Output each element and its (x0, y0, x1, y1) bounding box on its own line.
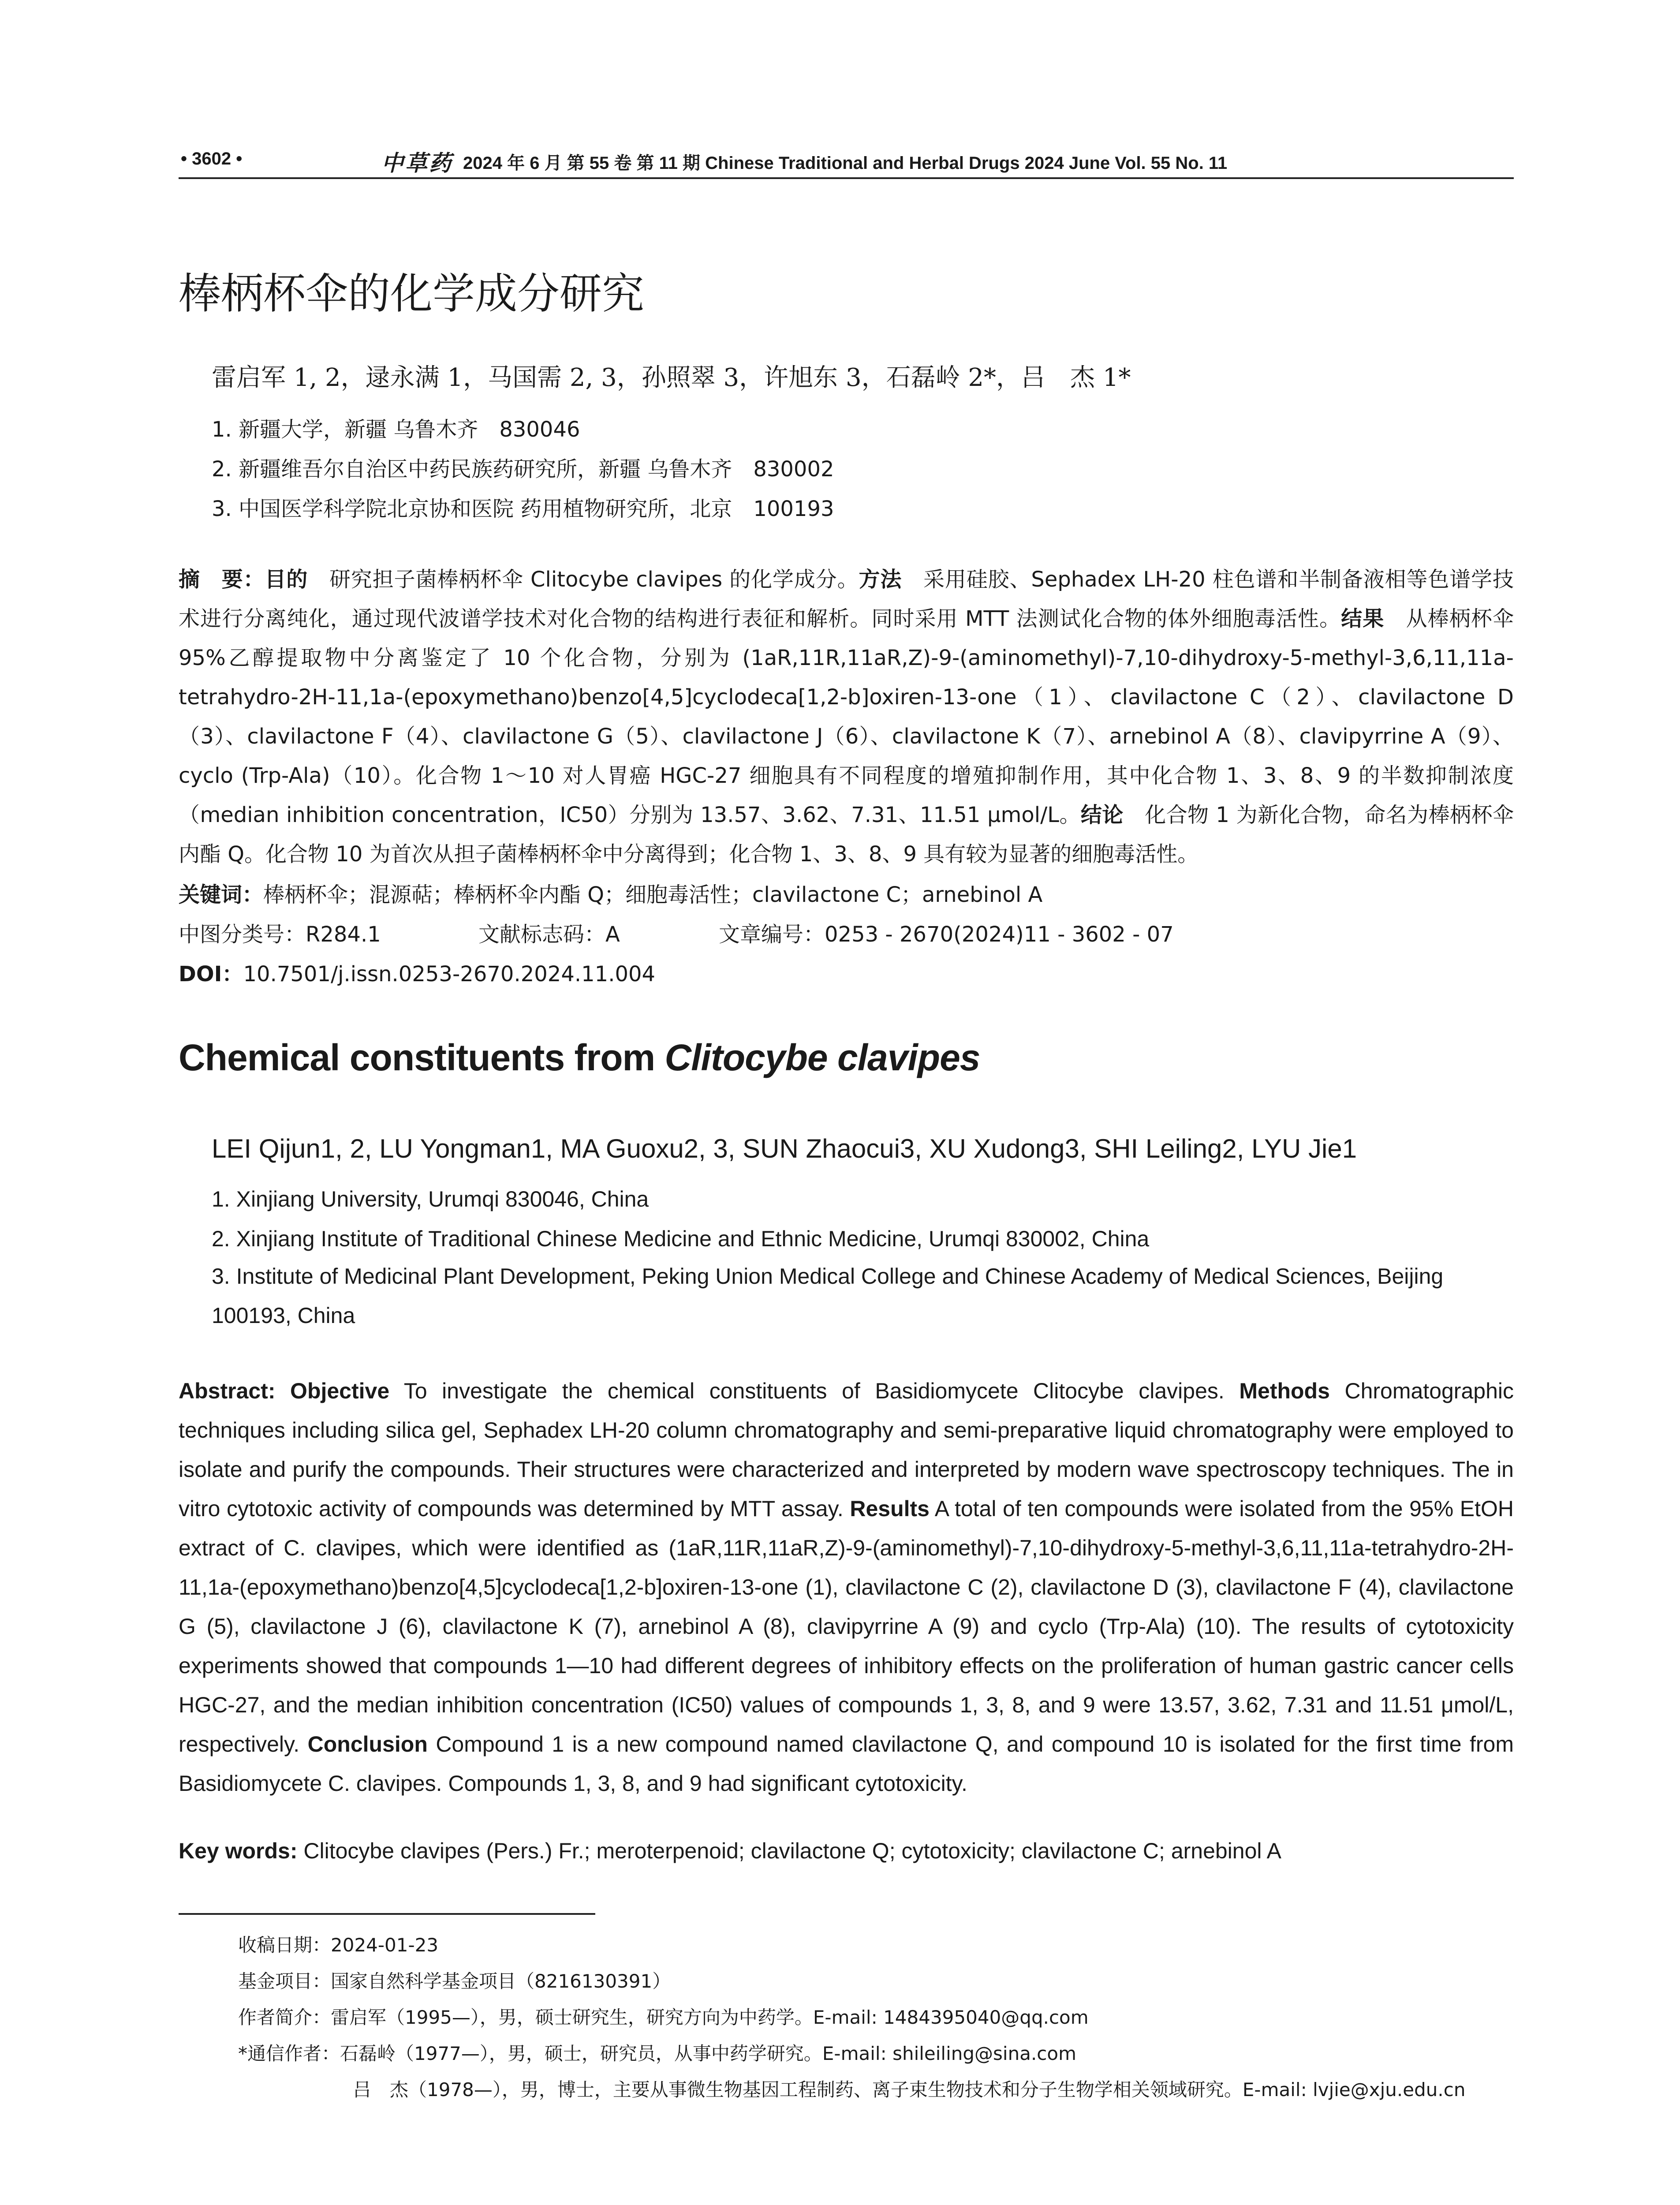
footnote-received-date: 收稿日期：2024-01-23 (238, 1934, 439, 1956)
keywords-cn-label: 关键词： (179, 882, 264, 907)
doc-code-label: 文献标志码： (478, 922, 606, 947)
abstract-cn-conclusion: 化合物 1 为新化合物，命名为棒柄杯伞内酯 Q。化合物 10 为首次从担子菌棒柄杯伞中分离得到；化合物 1、3、8、9 具有较为显著的细胞毒活性。 (179, 803, 1514, 867)
affiliation-cn-1: 1. 新疆大学，新疆 乌鲁木齐 830046 (212, 417, 580, 442)
abstract-en-conclusion: Compound 1 is a new compound named clavilactone Q, and compound 10 is isolated for the first time from Basidiomycete C. clavipes. Compounds 1, 3, 8, and 9 had significant cytotoxicity. (179, 1732, 1514, 1796)
affiliation-en-1: 1. Xinjiang University, Urumqi 830046, China (212, 1187, 649, 1211)
article-title-en (179, 1036, 980, 1079)
abstract-en-methods-label: Methods (1239, 1379, 1330, 1403)
footnote-corresponding-author-2: 吕 杰（1978—），男，博士，主要从事微生物基因工程制药、离子束生物技术和分子生物学相关领域研究。E-mail: lvjie@xju.edu.cn (353, 2079, 1466, 2100)
abstract-en-methods: Chromatographic techniques including silica gel, Sephadex LH-20 column chromatography and semi-preparative liquid chromatography were employed to isolate and purify the compounds. Their structures were characterized and interpreted by modern wave spectroscopy techniques. The in vitro cytotoxic activity of compounds was determined by MTT assay. (179, 1379, 1514, 1521)
document-code (478, 917, 620, 948)
journal-name-cn: 中草药 (381, 150, 453, 176)
abstract-cn-conclusion-label: 结论 (1080, 803, 1124, 827)
running-header (181, 146, 1512, 176)
authors-cn: 雷启军 1, 2，逯永满 1，马国需 2, 3，孙照翠 3，许旭东 3，石磊岭 2*，吕 杰 1* (212, 363, 1131, 392)
abstract-cn-objective: 研究担子菌棒柄杯伞 Clitocybe clavipes 的化学成分。 (308, 567, 859, 592)
abstract-cn-objective-label: 目的 (265, 567, 308, 592)
journal-issue-info: 2024 年 6 月 第 55 卷 第 11 期 Chinese Traditional and Herbal Drugs 2024 June Vol. 55 No. 11 (463, 153, 1228, 173)
keywords-en (179, 1838, 1281, 1864)
classification-row (179, 917, 381, 948)
doi-link[interactable]: 10.7501/j.issn.0253-2670.2024.11.004 (243, 962, 656, 987)
doi-label: DOI： (179, 962, 243, 987)
abstract-cn-results-label: 结果 (1341, 606, 1385, 631)
abstract-cn-methods: 采用硅胶、Sephadex LH-20 柱色谱和半制备液相等色谱学技术进行分离纯化，通过现代波谱学技术对化合物的结构进行表征和解析。同时采用 MTT 法测试化合物的体外细胞毒活性。 (179, 567, 1514, 631)
article-no-label: 文章编号： (719, 922, 825, 947)
abstract-cn (179, 560, 1514, 874)
abstract-en (179, 1372, 1514, 1803)
header-divider (179, 177, 1514, 179)
authors-en: LEI Qijun1, 2, LU Yongman1, MA Guoxu2, 3, SUN Zhaocui3, XU Xudong3, SHI Leiling2, LYU Jie1 (212, 1134, 1357, 1163)
abstract-en-conclusion-label: Conclusion (307, 1732, 428, 1757)
footnote-divider (179, 1913, 595, 1915)
abstract-en-results: A total of ten compounds were isolated from the 95% EtOH extract of C. clavipes, which were identified as (1aR,11R,11aR,Z)-9-(aminomethyl)-7,10-dihydroxy-5-methyl-3,6,11,11a-tetrahydro-2H-11,1a-(epoxymethano)benzo[4,5]cyclodeca[1,2-b]oxiren-13-one (1), clavilactone C (2), clavilactone D (3), clavilactone F (4), clavilactone G (5), clavilactone J (6), clavilactone K (7), arnebinol A (8), clavipyrrine A (9) and cyclo (Trp-Ala) (10). The results of cytotoxicity experiments showed that compounds 1—10 had different degrees of inhibitory effects on the proliferation of human gastric cancer cells HGC-27, and the median inhibition concentration (IC50) values of compounds 1, 3, 8, and 9 were 13.57, 3.62, 7.31 and 11.51 μmol/L, respectively. (179, 1496, 1514, 1757)
article-title-en-species: Clitocybe clavipes (665, 1037, 980, 1078)
keywords-cn (179, 878, 1042, 908)
abstract-cn-results: 从棒柄杯伞 95%乙醇提取物中分离鉴定了 10 个化合物，分别为 (1aR,11R,11aR,Z)-9-(aminomethyl)-7,10-dihydroxy-5-methyl-3,6,11,11a-tetrahydro-2H-11,1a-(epoxymethano)benzo[4,5]cyclodeca[1,2-b]oxiren-13-one（1）、clavilactone C（2）、clavilactone D（3）、clavilactone F（4）、clavilactone G（5）、clavilactone J（6）、clavilactone K（7）、arnebinol A（8）、clavipyrrine A（9）、cyclo (Trp-Ala)（10）。化合物 1～10 对人胃癌 HGC-27 细胞具有不同程度的增殖抑制作用，其中化合物 1、3、8、9 的半数抑制浓度（median inhibition concentration，IC50）分别为 13.57、3.62、7.31、11.51 μmol/L。 (179, 606, 1514, 827)
footnote-corresponding-author: *通信作者：石磊岭（1977—），男，硕士，研究员，从事中药学研究。E-mail: shileiling@sina.com (238, 2043, 1076, 2064)
article-title-cn: 棒柄杯伞的化学成分研究 (179, 269, 644, 318)
doi-row (179, 957, 655, 987)
abstract-cn-methods-label: 方法 (859, 567, 902, 592)
article-no-value: 0253 - 2670(2024)11 - 3602 - 07 (825, 922, 1174, 947)
affiliation-en-2: 2. Xinjiang Institute of Traditional Chinese Medicine and Ethnic Medicine, Urumqi 830002, China (212, 1226, 1150, 1251)
abstract-en-label: Abstract: (179, 1379, 291, 1403)
article-title-en-main: Chemical constituents from (179, 1037, 665, 1078)
footnote-funding: 基金项目：国家自然科学基金项目（8216130391） (238, 1970, 671, 1992)
page-number: • 3602 • (181, 149, 243, 168)
clc-value: R284.1 (306, 922, 381, 947)
affiliation-en-3: 3. Institute of Medicinal Plant Development, Peking Union Medical College and Chinese Academy of Medical Sciences, Beijing 100193, China (212, 1264, 1444, 1328)
keywords-en-label: Key words: (179, 1839, 304, 1863)
article-number (719, 917, 1174, 948)
affiliation-cn-3: 3. 中国医学科学院北京协和医院 药用植物研究所，北京 100193 (212, 497, 834, 521)
clc-label: 中图分类号： (179, 922, 306, 947)
abstract-en-results-label: Results (850, 1496, 930, 1521)
abstract-en-objective-label: Objective (290, 1379, 390, 1403)
keywords-en-text: Clitocybe clavipes (Pers.) Fr.; meroterpenoid; clavilactone Q; cytotoxicity; clavilactone C; arnebinol A (303, 1839, 1282, 1863)
abstract-en-objective: To investigate the chemical constituents of Basidiomycete Clitocybe clavipes. (389, 1379, 1239, 1403)
abstract-cn-label: 摘 要： (179, 567, 265, 592)
doc-code-value: A (605, 922, 620, 947)
affiliation-cn-2: 2. 新疆维吾尔自治区中药民族药研究所，新疆 乌鲁木齐 830002 (212, 457, 834, 482)
keywords-cn-text: 棒柄杯伞；混源萜；棒柄杯伞内酯 Q；细胞毒活性；clavilactone C；arnebinol A (263, 882, 1043, 907)
footnote-first-author: 作者简介：雷启军（1995—），男，硕士研究生，研究方向为中药学。E-mail: 1484395040@qq.com (238, 2007, 1089, 2028)
